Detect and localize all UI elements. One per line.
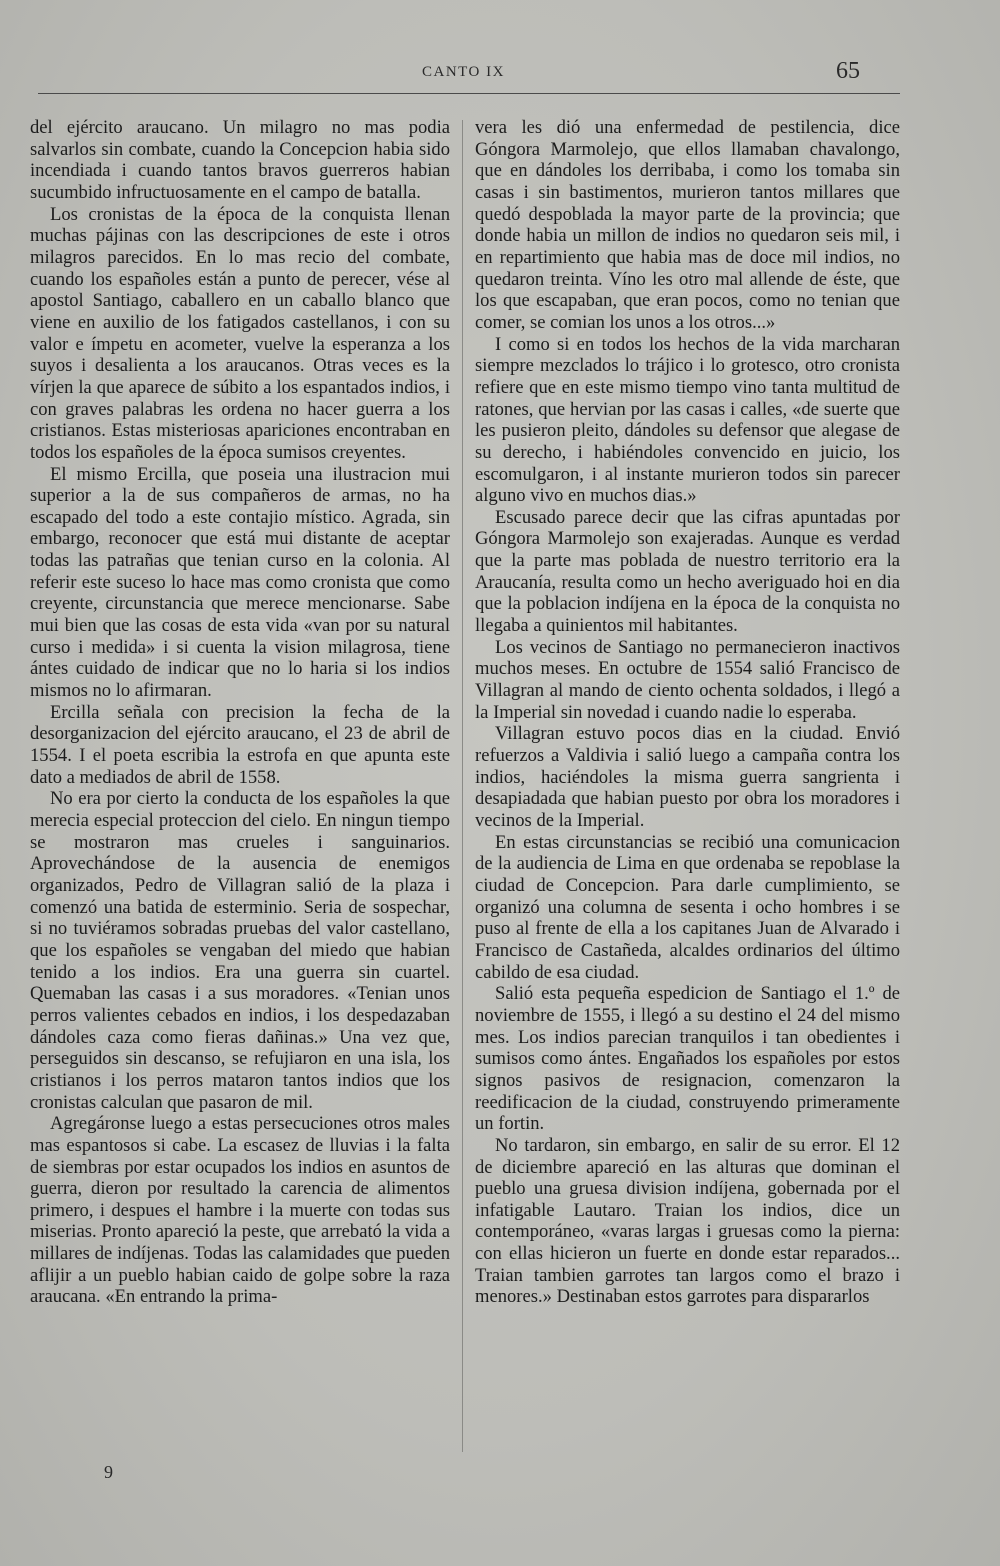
paragraph: vera les dió una enfermedad de pestilencia, dice Góngora Marmolejo, que ellos llamaban chavalongo, que en dándoles los derribaba, i como los tomaba sin casas i sin bastimentos, murieron tantos millares que quedó despoblada la mayor parte de la provincia; que donde habia un millon de indios no quedaron seis mil, i en repartimiento que habia mas de doce mil indios, no quedaron treinta. Víno les otro mal allende de éste, que los que escapaban, que eran pocos, como no tenian que comer, se comian los unos a los otros...» (475, 117, 900, 333)
right-column (475, 117, 900, 1308)
paragraph: No era por cierto la conducta de los españoles la que merecia especial proteccion del cielo. En ningun tiempo se mostraron mas crueles i sanguinarios. Aprovechándose de la ausencia de enemigos organizados, Pedro de Villagran salió de la plaza i comenzó una batida de esterminio. Seria de sospechar, si no tuviéramos sobradas pruebas del valor castellano, que los españoles se vengaban del miedo que habian tenido a los indios. Era una guerra sin cuartel. Quemaban las casas i a sus moradores. «Tenian unos perros valientes cebados en indios, i los despedazaban dándoles caza como fieras dañinas.» Una vez que, perseguidos sin descanso, se refujiaron en una isla, los cristianos i los perros mataron tantos indios que los cronistas calculan que pasaron de mil. (30, 788, 450, 1113)
running-head (0, 58, 1000, 92)
header-rule (38, 93, 900, 94)
paragraph: No tardaron, sin embargo, en salir de su error. El 12 de diciembre apareció en las alturas que dominan el pueblo una gruesa division indíjena, gobernada por el infatigable Lautaro. Traian los indios, dice un contemporáneo, «varas largas i gruesas como la pierna: con ellas hicieron un fuerte en donde estar reparados... Traian tambien garrotes tan largos como el brazo i menores.» Destinaban estos garrotes para dispararlos (475, 1134, 900, 1308)
paragraph: Ercilla señala con precision la fecha de la desorganizacion del ejército araucano, el 23 de abril de 1554. I el poeta escribia la estrofa en que apunta este dato a mediados de abril de 1558. (30, 701, 450, 788)
paragraph: Los cronistas de la época de la conquista llenan muchas pájinas con las descripciones de este i otros milagros parecidos. En lo mas recio del combate, cuando los españoles están a punto de perecer, vése al apostol Santiago, caballero en un caballo blanco que viene en auxilio de los fatigados castellanos, i con su valor e ímpetu en acometer, vuelve la esperanza a los suyos i desalienta a los araucanos. Otras veces es la vírjen la que aparece de súbito a los espantados indios, i con graves palabras les ordena no hacer guerra a los cristianos. Estas misteriosas apariciones encontraban en todos los españoles de la época sumisos creyentes. (30, 203, 450, 463)
paragraph: En estas circunstancias se recibió una comunicacion de la audiencia de Lima en que ordenaba se repoblase la ciudad de Concepcion. Para darle cumplimiento, se organizó una columna de sesenta i ocho hombres i se puso al frente de ella a los capitanes Juan de Alvarado i Francisco de Castañeda, alcaldes ordinarios del último cabildo de esa ciudad. (475, 831, 900, 983)
paragraph: El mismo Ercilla, que poseia una ilustracion mui superior a la de sus compañeros de armas, no ha escapado del todo a este contajio místico. Agrada, sin embargo, reconocer que está mui distante de aceptar todas las patrañas que tenian curso en la colonia. Al referir este suceso lo hace mas como cronista que como creyente, circunstancia que merece mencionarse. Sabe mui bien que las cosas de esta vida «van por su natural curso i medida» i si cuenta la vision milagrosa, tiene ántes cuidado de indicar que no lo haria si los indios mismos no lo afirmaran. (30, 463, 450, 702)
left-column (30, 117, 450, 1308)
signature-mark: 9 (104, 1462, 113, 1482)
paragraph: Villagran estuvo pocos dias en la ciudad. Envió refuerzos a Valdivia i salió luego a campaña contra los indios, haciéndoles la misma guerra sangrienta i desapiadada que habian puesto por obra los moradores i vecinos de la Imperial. (475, 723, 900, 831)
page-number: 65 (836, 58, 860, 84)
paragraph: Los vecinos de Santiago no permanecieron inactivos muchos meses. En octubre de 1554 salió Francisco de Villagran al mando de ciento ochenta soldados, i llegó a la Imperial sin novedad i cuando nadie lo esperaba. (475, 636, 900, 723)
paragraph: Escusado parece decir que las cifras apuntadas por Góngora Marmolejo son exajeradas. Aunque es verdad que la parte mas poblada de nuestro territorio era la Araucanía, resulta como un hecho averiguado hoi en dia que la poblacion indíjena en la época de la conquista no llegaba a quinientos mil habitantes. (475, 506, 900, 637)
paragraph: del ejército araucano. Un milagro no mas podia salvarlos sin combate, cuando la Concepcion habia sido incendiada i cuando tantos bravos guerreros habian sucumbido infructuosamente en el campo de batalla. (30, 117, 450, 203)
paragraph: I como si en todos los hechos de la vida marcharan siempre mezclados lo trájico i lo grotesco, otro cronista refiere que en este mismo tiempo vino tanta multitud de ratones, que hervian por las casas i calles, «de suerte que les pusieron pleito, dándoles su defensor que alegase de su derecho, i habiéndoles convencido en juicio, los escomulgaron, i al instante murieron todos sin parecer alguno vivo en muchos dias.» (475, 333, 900, 507)
paragraph: Agregáronse luego a estas persecuciones otros males mas espantosos si cabe. La escasez de lluvias i la falta de siembras por estar ocupados los indios en asuntos de guerra, dieron por resultado la carencia de alimentos primero, i despues el hambre i la muerte con todas sus miserias. Pronto apareció la peste, que arrebató la vida a millares de indíjenas. Todas las calamidades que pueden aflijir a un pueblo habian caido de golpe sobre la raza araucana. «En entrando la prima- (30, 1113, 450, 1308)
chapter-title: CANTO IX (422, 64, 505, 80)
paragraph: Salió esta pequeña espedicion de Santiago el 1.º de noviembre de 1555, i llegó a su destino el 24 del mismo mes. Los indios parecian tranquilos i tan obedientes i sumisos como ántes. Engañados los españoles por estos signos pasivos de resignacion, comenzaron la reedificacion de la ciudad, construyendo primeramente un fortin. (475, 983, 900, 1135)
column-divider (462, 120, 463, 1452)
